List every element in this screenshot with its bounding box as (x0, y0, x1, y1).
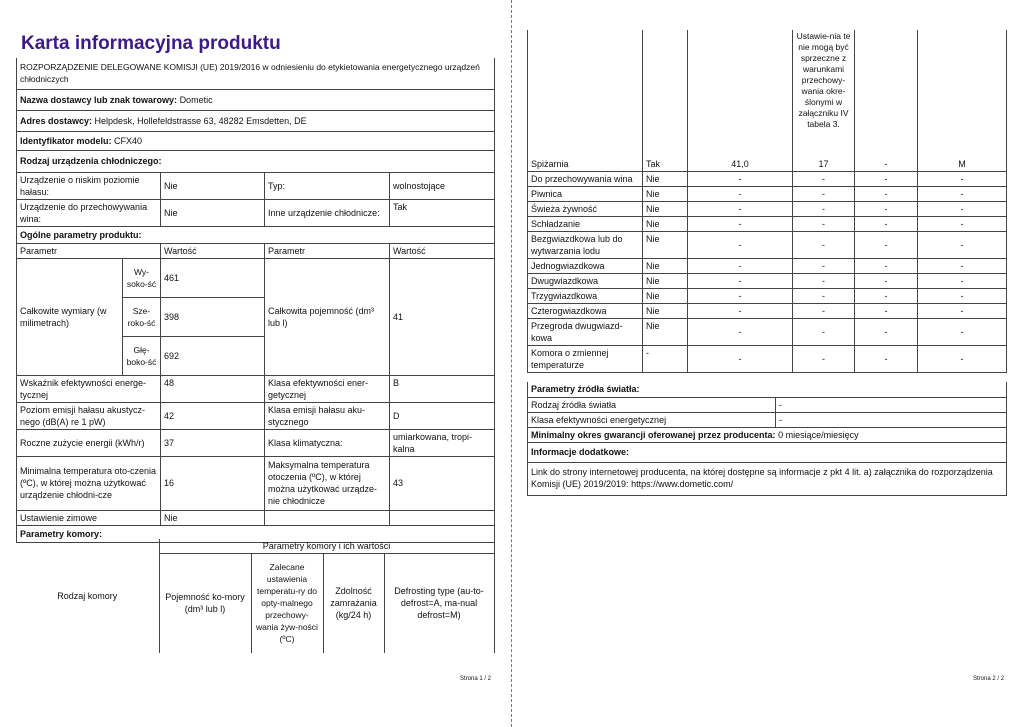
compartment-name: Komora o zmiennej temperaturze (528, 346, 643, 373)
energy-consumption-value: 37 (161, 429, 265, 456)
compartment-row (528, 289, 1007, 304)
compartment-defrost: - (918, 202, 1007, 217)
width-label: Sze-roko-ść (123, 297, 161, 336)
recommended-temp-header: Zalecane ustawienia temperatu-ry do opty-malnego przechowy-wania żyw-ności (ºC) (251, 554, 323, 653)
compartment-volume: - (688, 202, 793, 217)
compartment-row (528, 232, 1007, 259)
warranty-label: Minimalny okres gwarancji oferowanej przez producenta: (531, 429, 776, 440)
type-label: Typ: (265, 172, 390, 199)
compartment-freeze: - (855, 304, 918, 319)
compartment-freeze: - (855, 346, 918, 373)
compartment-row (528, 319, 1007, 346)
other-device-label: Inne urządzenie chłodnicze: (265, 199, 390, 226)
compartment-volume: 41,0 (688, 157, 793, 172)
winter-label: Ustawienie zimowe (17, 510, 161, 525)
address-value: Helpdesk, Hollefeldstrasse 63, 48282 Emsdetten, DE (94, 115, 307, 126)
energy-consumption-label: Roczne zużycie energii (kWh/r) (17, 429, 161, 456)
compartment-present: Nie (643, 217, 688, 232)
compartment-name: Bezgwiazdkowa lub do wytwarzania lodu (528, 232, 643, 259)
compartment-freeze: - (855, 172, 918, 187)
warranty-value: 0 miesiące/miesięcy (778, 429, 859, 440)
min-temp-label: Minimalna temperatura oto-czenia (ºC), w której można użytkować urządzenie chłodni-cze (17, 456, 161, 510)
climate-class-label: Klasa klimatyczna: (265, 429, 390, 456)
compartment-freeze: - (855, 217, 918, 232)
compartment-volume: - (688, 289, 793, 304)
width-value: 398 (161, 297, 265, 336)
depth-label: Głę-boko-ść (123, 336, 161, 375)
address-label: Adres dostawcy: (20, 115, 93, 126)
total-volume-label: Całkowita pojemność (dm³ lub l) (265, 258, 390, 375)
light-class-label: Klasa efektywności energetycznej (528, 412, 776, 427)
other-device-value: Tak (390, 199, 495, 226)
noise-value: 42 (161, 402, 265, 429)
page-title: Karta informacyjna produktu (21, 33, 281, 54)
light-type-label: Rodzaj źródła światła (528, 397, 776, 412)
temp-settings-note: Ustawie-nia te nie mogą być sprzeczne z warunkami przechowy-wania okre-ślonymi w załączniku IV tabela 3. (793, 30, 855, 157)
general-params-heading: Ogólne parametry produktu: (17, 226, 495, 243)
compartment-volume: - (688, 319, 793, 346)
compartment-present: Nie (643, 319, 688, 346)
compartment-name: Schładzanie (528, 217, 643, 232)
compartment-present: Nie (643, 289, 688, 304)
height-value: 461 (161, 258, 265, 297)
additional-info-heading: Informacje dodatkowe: (528, 442, 1007, 462)
col-header-param-2: Parametr (265, 243, 390, 258)
light-source-heading: Parametry źródła światła: (528, 382, 1007, 397)
page-1 (0, 0, 511, 727)
compartment-freeze: - (855, 187, 918, 202)
compartment-name: Piwnica (528, 187, 643, 202)
defrost-type-header: Defrosting type (au-to-defrost=A, ma-nual defrost=M) (384, 554, 494, 653)
winter-value: Nie (161, 510, 265, 525)
col-header-value-2: Wartość (390, 243, 495, 258)
compartment-defrost: - (918, 217, 1007, 232)
compartment-present: Nie (643, 202, 688, 217)
freezing-capacity-header: Zdolność zamrażania (kg/24 h) (323, 554, 384, 653)
compartment-defrost: - (918, 304, 1007, 319)
light-type-value: - (776, 397, 1007, 412)
compartment-row (528, 304, 1007, 319)
compartment-temp: - (793, 274, 855, 289)
compartment-temp: - (793, 319, 855, 346)
compartment-defrost: - (918, 319, 1007, 346)
compartment-volume: - (688, 346, 793, 373)
max-temp-value: 43 (390, 456, 495, 510)
compartment-freeze: - (855, 202, 918, 217)
compartment-present: Nie (643, 172, 688, 187)
low-noise-value: Nie (161, 172, 265, 199)
compartment-freeze: - (855, 274, 918, 289)
wine-label: Urządzenie do przechowywania wina: (17, 199, 161, 226)
compartment-present: Nie (643, 304, 688, 319)
compartment-table (527, 30, 1007, 373)
compartment-type-header: Rodzaj komory (57, 590, 118, 601)
page-number: Strona 1 / 2 (460, 676, 492, 682)
compartment-temp: 17 (793, 157, 855, 172)
compartment-temp: - (793, 259, 855, 274)
device-type-heading: Rodzaj urządzenia chłodniczego: (17, 150, 495, 172)
compartment-defrost: - (918, 259, 1007, 274)
compartment-defrost: - (918, 289, 1007, 304)
type-value: wolnostojące (390, 172, 495, 199)
product-info-table (16, 58, 495, 543)
energy-class-label: Klasa efektywności ener-getycznej (265, 375, 390, 402)
compartment-row (528, 274, 1007, 289)
compartment-freeze: - (855, 319, 918, 346)
compartment-row (528, 346, 1007, 373)
compartment-present: Nie (643, 232, 688, 259)
compartment-row (528, 217, 1007, 232)
model-label: Identyfikator modelu: (20, 135, 112, 146)
compartment-params-header: Parametry komory i ich wartości (159, 539, 494, 554)
climate-class-value: umiarkowana, tropi-kalna (390, 429, 495, 456)
supplier-value: Dometic (179, 94, 213, 105)
compartment-freeze: - (855, 157, 918, 172)
energy-class-value: B (390, 375, 495, 402)
compartment-name: Trzygwiazdkowa (528, 289, 643, 304)
compartment-params-heading: Parametry komory: (17, 525, 495, 542)
compartment-present: Nie (643, 187, 688, 202)
noise-class-label: Klasa emisji hałasu aku-stycznego (265, 402, 390, 429)
max-temp-label: Maksymalna temperatura otoczenia (ºC), w której można użytkować urządze-nie chłodnicze (265, 456, 390, 510)
total-volume-value: 41 (390, 258, 495, 375)
wine-value: Nie (161, 199, 265, 226)
compartment-freeze: - (855, 289, 918, 304)
page-number: Strona 2 / 2 (973, 676, 1005, 682)
light-source-table (527, 382, 1007, 496)
compartment-name: Dwugwiazdkowa (528, 274, 643, 289)
compartment-header-table (16, 539, 495, 653)
compartment-defrost: - (918, 346, 1007, 373)
eei-label: Wskaźnik efektywności energe-tycznej (17, 375, 161, 402)
compartment-temp: - (793, 202, 855, 217)
compartment-present: Nie (643, 274, 688, 289)
compartment-defrost: - (918, 232, 1007, 259)
compartment-temp: - (793, 232, 855, 259)
link-text: Link do strony internetowej producenta, na której dostępne są informacje z pkt 4 lit. a) załącznika do rozporządzenia Komisji (UE) 2019/2019: (531, 466, 993, 489)
compartment-volume: - (688, 217, 793, 232)
compartment-temp: - (793, 217, 855, 232)
compartment-defrost: M (918, 157, 1007, 172)
compartment-rows (528, 157, 1007, 373)
compartment-freeze: - (855, 259, 918, 274)
regulation-text: ROZPORZĄDZENIE DELEGOWANE KOMISJI (UE) 2019/2016 w odniesieniu do etykietowania energetycznego urządzeń chłodniczych (17, 58, 495, 89)
compartment-row (528, 187, 1007, 202)
supplier-label: Nazwa dostawcy lub znak towarowy: (20, 94, 178, 105)
page-2 (512, 0, 1024, 727)
compartment-temp: - (793, 187, 855, 202)
eei-value: 48 (161, 375, 265, 402)
compartment-temp: - (793, 304, 855, 319)
compartment-name: Spiżarnia (528, 157, 643, 172)
compartment-name: Świeża żywność (528, 202, 643, 217)
compartment-volume: - (688, 259, 793, 274)
compartment-name: Czterogwiazdkowa (528, 304, 643, 319)
min-temp-value: 16 (161, 456, 265, 510)
depth-value: 692 (161, 336, 265, 375)
compartment-defrost: - (918, 172, 1007, 187)
compartment-row (528, 157, 1007, 172)
light-class-value: - (776, 412, 1007, 427)
compartment-present: - (643, 346, 688, 373)
compartment-temp: - (793, 346, 855, 373)
compartment-volume: - (688, 187, 793, 202)
compartment-temp: - (793, 172, 855, 187)
compartment-row (528, 259, 1007, 274)
compartment-name: Jednogwiazdkowa (528, 259, 643, 274)
height-label: Wy-soko-ść (123, 258, 161, 297)
compartment-freeze: - (855, 232, 918, 259)
compartment-defrost: - (918, 187, 1007, 202)
compartment-name: Do przechowywania wina (528, 172, 643, 187)
compartment-temp: - (793, 289, 855, 304)
compartment-present: Nie (643, 259, 688, 274)
col-header-param-1: Parametr (17, 243, 161, 258)
model-value: CFX40 (114, 135, 143, 146)
compartment-present: Tak (643, 157, 688, 172)
dimensions-label: Całkowite wymiary (w milimetrach) (17, 258, 123, 375)
compartment-row (528, 172, 1007, 187)
compartment-defrost: - (918, 274, 1007, 289)
col-header-value-1: Wartość (161, 243, 265, 258)
compartment-volume-header: Pojemność ko-mory (dm³ lub l) (159, 554, 251, 653)
noise-label: Poziom emisji hałasu akustycz-nego (dB(A) re 1 pW) (17, 402, 161, 429)
low-noise-label: Urządzenie o niskim poziomie hałasu: (17, 172, 161, 199)
compartment-volume: - (688, 172, 793, 187)
manufacturer-link[interactable]: https://www.dometic.com/ (631, 478, 734, 489)
compartment-row (528, 202, 1007, 217)
noise-class-value: D (390, 402, 495, 429)
compartment-name: Przegroda dwugwiazd-kowa (528, 319, 643, 346)
compartment-volume: - (688, 232, 793, 259)
compartment-volume: - (688, 274, 793, 289)
compartment-volume: - (688, 304, 793, 319)
